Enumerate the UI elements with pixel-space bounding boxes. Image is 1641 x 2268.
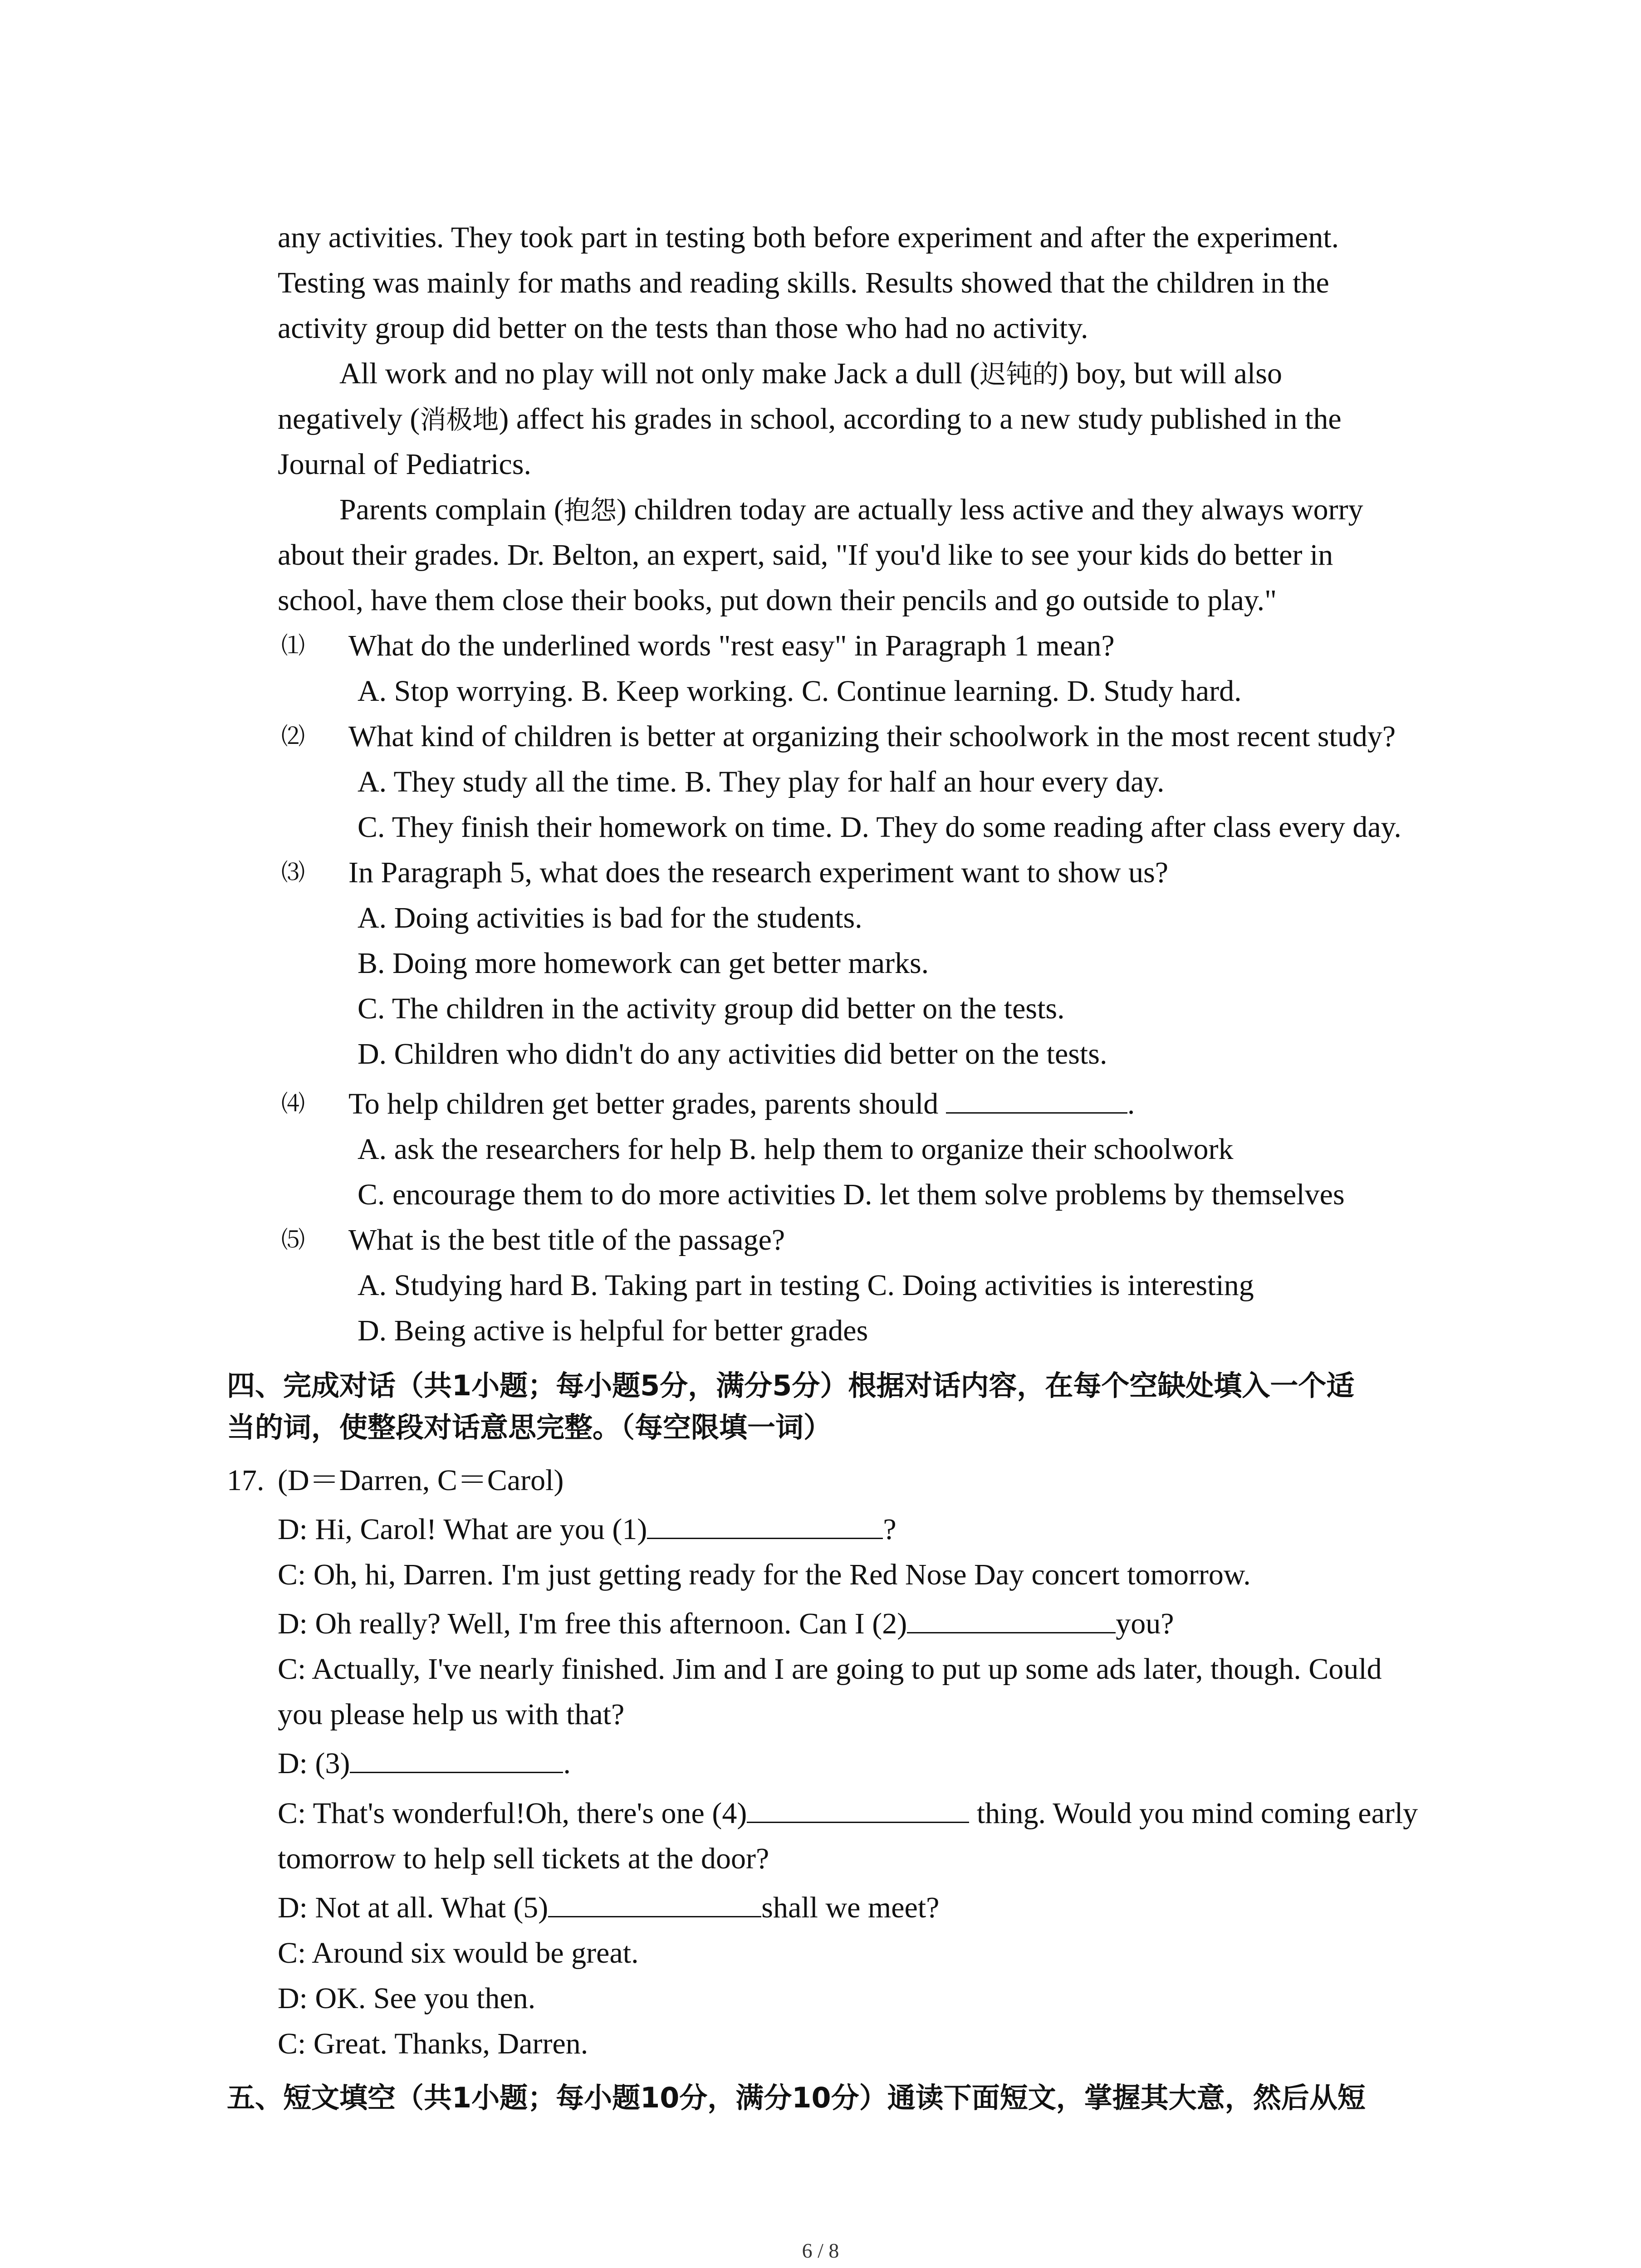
dialogue-line: D: (3) . [278,1745,571,1782]
dialogue-line: C: Great. Thanks, Darren. [278,2027,588,2060]
answer-blank[interactable] [907,1606,1116,1633]
passage-line: Parents complain (抱怨) children today are actually less active and they always worry [339,493,1363,526]
answer-blank[interactable] [548,1890,761,1917]
question-text: What is the best title of the passage? [348,1223,785,1256]
question-option: C. They finish their homework on time. D. They do some reading after class every day. [358,811,1401,844]
passage-line: school, have them close their books, put down their pencils and go outside to play." [278,584,1277,617]
question-option: D. Being active is helpful for better grades [358,1314,868,1347]
question-option: B. Doing more homework can get better marks. [358,947,929,980]
question-option: A. Studying hard B. Taking part in testing C. Doing activities is interesting [358,1269,1254,1302]
passage-line: Journal of Pediatrics. [278,448,532,481]
question-number: ⑴ [281,632,305,660]
question-text: What kind of children is better at organizing their schoolwork in the most recent study? [348,720,1396,753]
question-option: A. ask the researchers for help B. help them to organize their schoolwork [358,1133,1234,1166]
section-heading: 四、完成对话（共1小题；每小题5分，满分5分）根据对话内容，在每个空缺处填入一个适 [227,1369,1355,1402]
question-number: ⑶ [281,859,305,886]
question-option: C. The children in the activity group did better on the tests. [358,992,1065,1025]
answer-blank[interactable] [350,1745,563,1773]
answer-blank[interactable] [946,1086,1127,1114]
question-option: D. Children who didn't do any activities did better on the tests. [358,1037,1107,1070]
dialogue-line: C: Around six would be great. [278,1936,639,1970]
passage-line: All work and no play will not only make Jack a dull (迟钝的) boy, but will also [339,357,1282,390]
section-heading: 五、短文填空（共1小题；每小题10分，满分10分）通读下面短文，掌握其大意，然后从短 [227,2081,1366,2114]
passage-line: activity group did better on the tests than those who had no activity. [278,312,1088,345]
section-heading: 当的词，使整段对话意思完整。（每空限填一词） [227,1411,832,1444]
answer-blank[interactable] [747,1795,969,1823]
dialogue-line: D: Not at all. What (5) shall we meet? [278,1890,939,1926]
question-number: ⑵ [281,723,305,750]
dialogue-line: C: Oh, hi, Darren. I'm just getting ready for the Red Nose Day concert tomorrow. [278,1558,1251,1591]
question-number: ⑸ [281,1227,305,1254]
dialogue-intro: (D＝Darren, C＝Carol) [278,1464,564,1497]
question-option: C. encourage them to do more activities D. let them solve problems by themselves [358,1178,1345,1211]
passage-line: negatively (消极地) affect his grades in school, according to a new study published in the [278,402,1342,435]
page-number: 6 / 8 [802,2239,839,2262]
question-text: To help children get better grades, parents should . [348,1086,1135,1122]
dialogue-line: C: That's wonderful!Oh, there's one (4) thing. Would you mind coming early [278,1795,1418,1832]
question-number: 17. [227,1464,265,1497]
dialogue-line: D: Hi, Carol! What are you (1) ? [278,1511,896,1548]
question-text: What do the underlined words "rest easy" in Paragraph 1 mean? [348,629,1115,662]
dialogue-line: D: OK. See you then. [278,1982,536,2015]
question-option: A. They study all the time. B. They play for half an hour every day. [358,765,1165,798]
passage-line: Testing was mainly for maths and reading skills. Results showed that the children in the [278,266,1329,299]
question-number: ⑷ [281,1090,305,1118]
question-option: A. Doing activities is bad for the students. [358,901,862,934]
passage-line: about their grades. Dr. Belton, an expert, said, "If you'd like to see your kids do better in [278,538,1333,572]
passage-line: any activities. They took part in testing both before experiment and after the experiment. [278,221,1339,254]
dialogue-line: C: Actually, I've nearly finished. Jim and I are going to put up some ads later, though. Could [278,1652,1382,1686]
question-text: In Paragraph 5, what does the research experiment want to show us? [348,856,1169,889]
question-option: A. Stop worrying. B. Keep working. C. Continue learning. D. Study hard. [358,675,1242,708]
dialogue-line: you please help us with that? [278,1698,625,1731]
dialogue-line: tomorrow to help sell tickets at the door? [278,1842,769,1875]
dialogue-line: D: Oh really? Well, I'm free this afternoon. Can I (2) you? [278,1606,1174,1642]
answer-blank[interactable] [647,1511,883,1539]
